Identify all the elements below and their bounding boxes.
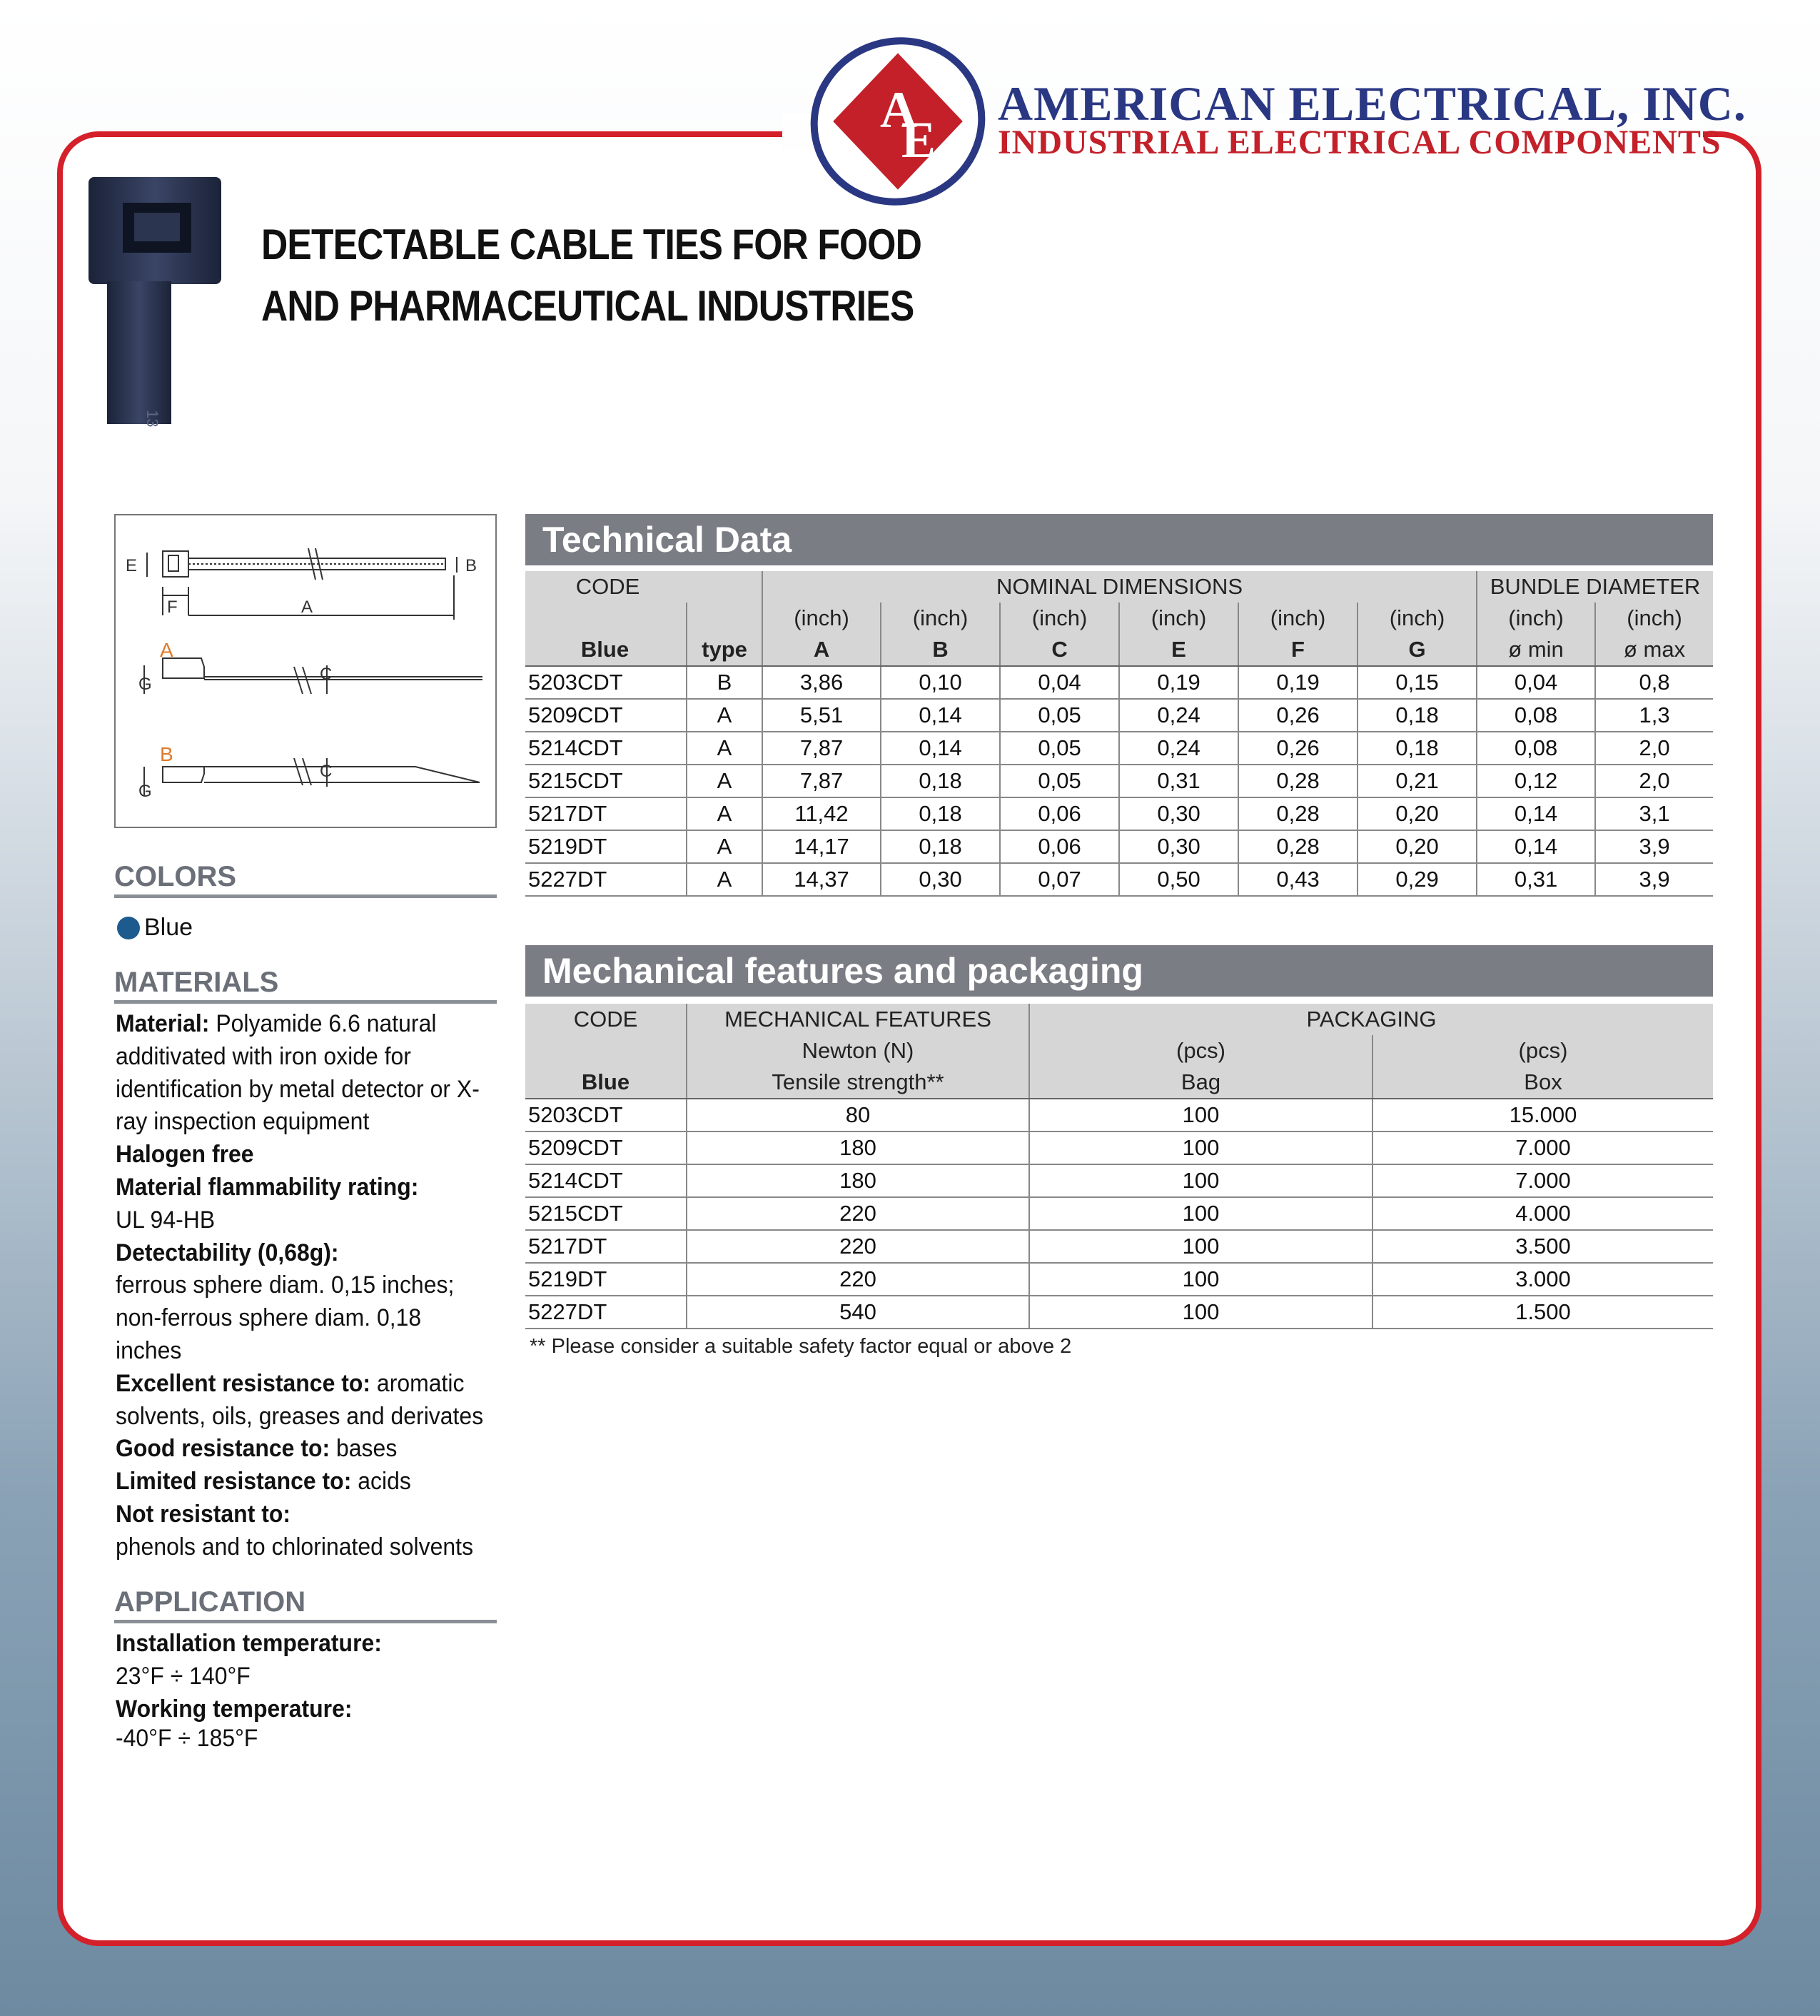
- mechanical-table: [525, 1004, 1713, 1329]
- flammability-label: Material flammability rating:: [116, 1173, 419, 1201]
- cell-value: 0,26: [1238, 699, 1358, 732]
- table-row: [525, 797, 1713, 830]
- cell-value: 0,31: [1119, 765, 1238, 797]
- table-row: [525, 1263, 1713, 1296]
- mh-pcs-box: (pcs): [1372, 1035, 1713, 1067]
- cell-code: 5217DT: [525, 797, 687, 830]
- cell-code: 5214CDT: [525, 1164, 687, 1197]
- table-row: [525, 699, 1713, 732]
- mh-bag: Bag: [1029, 1067, 1372, 1099]
- th-unit: (inch): [762, 603, 881, 634]
- th-max: ø max: [1595, 634, 1713, 666]
- install-temp-label: Installation temperature:: [116, 1630, 382, 1657]
- cell-value: 5,51: [762, 699, 881, 732]
- cell-value: 0,08: [1477, 732, 1595, 765]
- cell-value: 0,05: [1000, 765, 1119, 797]
- diagram-svg: [116, 515, 495, 827]
- th-code: CODE: [525, 571, 762, 603]
- cell-value: 100: [1029, 1296, 1372, 1329]
- cell-value: 100: [1029, 1230, 1372, 1263]
- table-row: [525, 863, 1713, 896]
- cell-value: 100: [1029, 1197, 1372, 1230]
- cell-value: 3.500: [1372, 1230, 1713, 1263]
- cell-value: 0,18: [881, 830, 1000, 863]
- mh-mech: MECHANICAL FEATURES: [687, 1004, 1029, 1035]
- label-g-a: G: [138, 675, 152, 694]
- limited-label: Limited resistance to:: [116, 1468, 352, 1496]
- technical-data-band: Technical Data: [525, 514, 1713, 565]
- cell-value: 0,20: [1358, 797, 1477, 830]
- table-row: [525, 1164, 1713, 1197]
- cell-value: 1.500: [1372, 1296, 1713, 1329]
- cell-value: 0,31: [1477, 863, 1595, 896]
- label-b: B: [465, 556, 477, 575]
- cell-value: 11,42: [762, 797, 881, 830]
- cell-code: 5217DT: [525, 1230, 687, 1263]
- cell-value: 0,30: [1119, 830, 1238, 863]
- cell-value: 0,14: [1477, 797, 1595, 830]
- cell-value: 0,43: [1238, 863, 1358, 896]
- not-resistant-text: phenols and to chlorinated solvents: [116, 1533, 474, 1561]
- cell-value: 0,18: [881, 797, 1000, 830]
- cell-value: 0,05: [1000, 732, 1119, 765]
- flammability-value: UL 94-HB: [116, 1206, 216, 1234]
- halogen-free: Halogen free: [116, 1141, 254, 1169]
- color-label: Blue: [144, 914, 193, 941]
- cell-type: A: [687, 830, 762, 863]
- cell-value: 0,07: [1000, 863, 1119, 896]
- cell-value: 0,30: [1119, 797, 1238, 830]
- cell-value: 0,18: [881, 765, 1000, 797]
- working-temp-value: -40°F ÷ 185°F: [116, 1725, 258, 1753]
- cell-value: 2,0: [1595, 732, 1713, 765]
- th-unit: (inch): [1595, 603, 1713, 634]
- cell-value: 14,37: [762, 863, 881, 896]
- table-row: [525, 1230, 1713, 1263]
- detectability-line2: non-ferrous sphere diam. 0,18 inches: [116, 1304, 422, 1364]
- cell-value: 0,28: [1238, 830, 1358, 863]
- label-c-a: C: [320, 665, 333, 684]
- cell-value: 4.000: [1372, 1197, 1713, 1230]
- cell-value: 0,10: [881, 666, 1000, 699]
- footnote: ** Please consider a suitable safety factor equal or above 2: [530, 1335, 1072, 1358]
- cell-type: A: [687, 765, 762, 797]
- company-subtitle: INDUSTRIAL ELECTRICAL COMPONENTS: [998, 124, 1722, 161]
- cell-value: 3,86: [762, 666, 881, 699]
- mechanical-band: Mechanical features and packaging: [525, 945, 1713, 997]
- good-text: bases: [336, 1435, 398, 1463]
- materials-list: [116, 1008, 491, 1564]
- cell-value: 0,12: [1477, 765, 1595, 797]
- cell-value: 100: [1029, 1132, 1372, 1164]
- technical-data-table: [525, 571, 1713, 897]
- materials-heading: MATERIALS: [114, 967, 497, 1004]
- th-col-g: G: [1358, 634, 1477, 666]
- table-row: [525, 1132, 1713, 1164]
- cell-value: 7.000: [1372, 1164, 1713, 1197]
- cell-value: 0,8: [1595, 666, 1713, 699]
- th-unit: (inch): [881, 603, 1000, 634]
- table-row: [525, 666, 1713, 699]
- cell-value: 0,06: [1000, 830, 1119, 863]
- cell-value: 2,0: [1595, 765, 1713, 797]
- cell-value: 0,29: [1358, 863, 1477, 896]
- dimension-diagram: [114, 514, 497, 828]
- material-label: Material:: [116, 1010, 210, 1037]
- th-blue: Blue: [525, 634, 687, 666]
- table-row: [525, 830, 1713, 863]
- cell-value: 3,9: [1595, 830, 1713, 863]
- limited-text: acids: [358, 1468, 411, 1496]
- cell-value: 0,30: [881, 863, 1000, 896]
- mh-pcs-bag: (pcs): [1029, 1035, 1372, 1067]
- color-swatch: [117, 917, 140, 939]
- cell-value: 80: [687, 1099, 1029, 1132]
- cell-value: 0,06: [1000, 797, 1119, 830]
- th-nominal: NOMINAL DIMENSIONS: [762, 571, 1477, 603]
- install-temp-value: 23°F ÷ 140°F: [116, 1662, 251, 1690]
- label-f: F: [167, 598, 178, 617]
- cable-tie-image: [84, 174, 227, 428]
- th-col-c: C: [1000, 634, 1119, 666]
- cell-value: 0,18: [1358, 699, 1477, 732]
- th-unit: (inch): [1477, 603, 1595, 634]
- cell-code: 5215CDT: [525, 765, 687, 797]
- not-resistant-label: Not resistant to:: [116, 1500, 291, 1528]
- mh-box: Box: [1372, 1067, 1713, 1099]
- cell-value: 180: [687, 1164, 1029, 1197]
- th-unit: (inch): [1358, 603, 1477, 634]
- table-row: [525, 765, 1713, 797]
- cell-value: 0,15: [1358, 666, 1477, 699]
- cell-value: 100: [1029, 1164, 1372, 1197]
- label-g-b: G: [138, 782, 152, 801]
- table-row: [525, 1099, 1713, 1132]
- mh-blue: Blue: [525, 1067, 687, 1099]
- cell-value: 0,04: [1477, 666, 1595, 699]
- th-unit: (inch): [1119, 603, 1238, 634]
- th-col-f: F: [1238, 634, 1358, 666]
- cell-value: 0,24: [1119, 732, 1238, 765]
- detectability-label: Detectability (0,68g):: [116, 1239, 339, 1266]
- cell-value: 0,05: [1000, 699, 1119, 732]
- cell-value: 0,28: [1238, 797, 1358, 830]
- excellent-text: aromatic solvents, oils, greases and derivates: [116, 1369, 484, 1430]
- cell-type: A: [687, 732, 762, 765]
- cell-code: 5219DT: [525, 830, 687, 863]
- cell-value: 3.000: [1372, 1263, 1713, 1296]
- svg-text:13: 13: [143, 410, 161, 428]
- title-line-1: DETECTABLE CABLE TIES FOR FOOD: [261, 221, 921, 268]
- cell-type: B: [687, 666, 762, 699]
- cell-code: 5209CDT: [525, 699, 687, 732]
- mh-code: CODE: [525, 1004, 687, 1035]
- type-a-label: A: [160, 639, 173, 661]
- cell-code: 5219DT: [525, 1263, 687, 1296]
- th-col-e: E: [1119, 634, 1238, 666]
- cell-code: 5209CDT: [525, 1132, 687, 1164]
- cell-value: 0,08: [1477, 699, 1595, 732]
- th-col-a: A: [762, 634, 881, 666]
- mh-pack: PACKAGING: [1029, 1004, 1713, 1035]
- cell-value: 220: [687, 1197, 1029, 1230]
- cell-type: A: [687, 797, 762, 830]
- cell-code: 5215CDT: [525, 1197, 687, 1230]
- cell-value: 100: [1029, 1099, 1372, 1132]
- cell-value: 0,14: [881, 732, 1000, 765]
- cell-value: 0,24: [1119, 699, 1238, 732]
- cell-value: 0,20: [1358, 830, 1477, 863]
- th-type: type: [687, 634, 762, 666]
- mh-tensile: Tensile strength**: [687, 1067, 1029, 1099]
- cell-value: 15.000: [1372, 1099, 1713, 1132]
- material-text: Polyamide 6.6 natural additivated with iron oxide for identification by metal detector or X-ray inspection equipment: [116, 1010, 480, 1136]
- th-bundle: BUNDLE DIAMETER: [1477, 571, 1713, 603]
- title-line-2: AND PHARMACEUTICAL INDUSTRIES: [261, 282, 914, 330]
- cell-value: 100: [1029, 1263, 1372, 1296]
- detectability-line1: ferrous sphere diam. 0,15 inches;: [116, 1271, 455, 1299]
- cell-value: 14,17: [762, 830, 881, 863]
- cell-value: 0,28: [1238, 765, 1358, 797]
- logo-letter-e: E: [901, 111, 936, 168]
- label-c-b: C: [320, 762, 333, 781]
- table-row: [525, 732, 1713, 765]
- cell-code: 5203CDT: [525, 666, 687, 699]
- table-row: [525, 1296, 1713, 1329]
- cell-code: 5203CDT: [525, 1099, 687, 1132]
- cell-value: 1,3: [1595, 699, 1713, 732]
- cell-type: A: [687, 699, 762, 732]
- application-heading: APPLICATION: [114, 1586, 497, 1623]
- th-col-b: B: [881, 634, 1000, 666]
- cell-value: 7,87: [762, 765, 881, 797]
- type-b-label: B: [160, 743, 173, 765]
- good-label: Good resistance to:: [116, 1435, 330, 1463]
- mh-newton: Newton (N): [687, 1035, 1029, 1067]
- th-min: ø min: [1477, 634, 1595, 666]
- cell-value: 7.000: [1372, 1132, 1713, 1164]
- th-unit: (inch): [1238, 603, 1358, 634]
- cell-value: 0,14: [1477, 830, 1595, 863]
- cell-value: 540: [687, 1296, 1029, 1329]
- cell-value: 3,1: [1595, 797, 1713, 830]
- cell-code: 5227DT: [525, 1296, 687, 1329]
- application-list: [116, 1628, 491, 1753]
- logo-letter-a: A: [880, 81, 917, 138]
- excellent-label: Excellent resistance to:: [116, 1369, 371, 1397]
- colors-heading: COLORS: [114, 861, 497, 898]
- cell-value: 0,21: [1358, 765, 1477, 797]
- th-unit: (inch): [1000, 603, 1119, 634]
- label-a: A: [301, 598, 313, 617]
- label-e: E: [126, 556, 138, 575]
- cell-type: A: [687, 863, 762, 896]
- cell-value: 0,18: [1358, 732, 1477, 765]
- cell-code: 5227DT: [525, 863, 687, 896]
- page-title: [261, 214, 921, 337]
- cell-value: 0,04: [1000, 666, 1119, 699]
- cell-code: 5214CDT: [525, 732, 687, 765]
- cell-value: 3,9: [1595, 863, 1713, 896]
- cell-value: 0,14: [881, 699, 1000, 732]
- cell-value: 0,19: [1238, 666, 1358, 699]
- cell-value: 0,19: [1119, 666, 1238, 699]
- cell-value: 7,87: [762, 732, 881, 765]
- cell-value: 220: [687, 1263, 1029, 1296]
- cell-value: 0,50: [1119, 863, 1238, 896]
- company-name: AMERICAN ELECTRICAL, INC.: [998, 76, 1746, 131]
- cell-value: 180: [687, 1132, 1029, 1164]
- cell-value: 220: [687, 1230, 1029, 1263]
- table-row: [525, 1197, 1713, 1230]
- color-item: [117, 914, 193, 942]
- working-temp-label: Working temperature:: [116, 1695, 353, 1723]
- cell-value: 0,26: [1238, 732, 1358, 765]
